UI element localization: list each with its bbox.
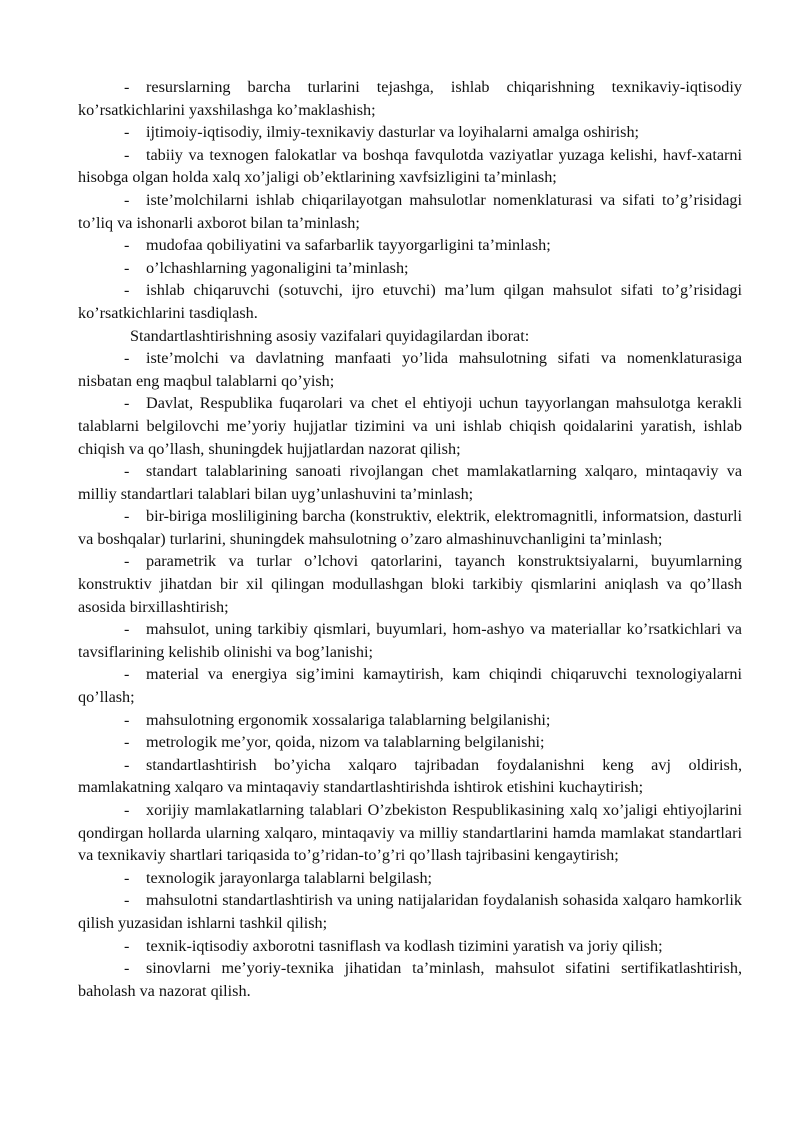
dash-bullet: - — [124, 78, 130, 96]
list-item-text: xorijiy mamlakatlarning talablari O’zbekiston Respublikasining xalq xo’jaligi ehtiyojlarini qondirgan hollarda ularning xalqaro, mintaqaviy va milliy standartlarini hamda mamlakat standartlari va texnikaviy shartlari tariqasida to’g’ridan-to’g’ri qo’llash tajribasini kengaytirish; — [78, 801, 742, 865]
list-item-text: ishlab chiqaruvchi (sotuvchi, ijro etuvchi) ma’lum qilgan mahsulot sifati to’g’risidagi ko’rsatkichlarini tasdiqlash. — [78, 281, 742, 322]
list-item — [78, 709, 742, 732]
dash-bullet: - — [124, 258, 130, 277]
dash-bullet: - — [124, 462, 130, 481]
list-item-text: mahsulot, uning tarkibiy qismlari, buyumlari, hom-ashyo va materiallar ko’rsatkichlari va tavsiflarining kelishib olinishi va bog’lanishi; — [78, 620, 742, 661]
dash-bullet: - — [124, 394, 130, 413]
list-item — [78, 234, 742, 257]
dash-bullet: - — [124, 665, 130, 684]
dash-bullet: - — [124, 733, 130, 752]
dash-bullet: - — [124, 801, 130, 819]
dash-bullet: - — [124, 190, 130, 209]
goals-list — [78, 76, 742, 325]
list-item — [78, 957, 742, 1002]
dash-bullet: - — [124, 868, 130, 887]
list-item — [78, 799, 742, 867]
dash-bullet: - — [124, 281, 130, 300]
list-item-text: standartlashtirish bo’yicha xalqaro tajribadan foydalanishni keng avj oldirish, mamlakatning xalqaro va mintaqaviy standartlashtirishda ishtirok etishini kuchaytirish; — [78, 755, 742, 797]
list-item-text: parametrik va turlar o’lchovi qatorlarini, tayanch konstruktsiyalarni, buyumlarning konstruktiv jihatdan bir xil qilingan modullashgan bloki tarkibiy qismlarini aniqlash va qo’llash asosida birxillashtirish; — [78, 552, 742, 616]
list-item — [78, 257, 742, 280]
list-item-text: bir-biriga mosliligining barcha (konstruktiv, elektrik, elektromagnitli, informatsion, dasturli va boshqalar) turlarini, shuningdek mahsulotning o’zaro almashinuvchanligini ta’minlash; — [78, 507, 742, 548]
dash-bullet: - — [124, 959, 130, 978]
list-item — [78, 76, 742, 121]
dash-bullet: - — [124, 123, 130, 142]
dash-bullet: - — [124, 507, 130, 526]
list-item-text: iste’molchi va davlatning manfaati yo’lida mahsulotning sifati va nomenklaturasiga nisbatan eng maqbul talablarni qo’yish; — [78, 349, 742, 390]
dash-bullet: - — [124, 145, 130, 164]
list-item-text: ijtimoiy-iqtisodiy, ilmiy-texnikaviy dasturlar va loyihalarni amalga oshirish; — [146, 123, 640, 142]
list-item-text: mudofaa qobiliyatini va safarbarlik tayyorgarligini ta’minlash; — [146, 236, 551, 255]
list-item-text: iste’molchilarni ishlab chiqarilayotgan mahsulotlar nomenklaturasi va sifati to’g’risidagi to’liq va ishonarli axborot bilan ta’minlash; — [78, 190, 742, 232]
dash-bullet: - — [124, 936, 130, 955]
document-page — [78, 76, 742, 1002]
list-item-text: o’lchashlarning yagonaligini ta’minlash; — [146, 258, 409, 277]
list-item-text: mahsulotning ergonomik xossalariga talablarning belgilanishi; — [146, 710, 551, 729]
list-item — [78, 505, 742, 550]
list-item — [78, 867, 742, 890]
list-item — [78, 889, 742, 934]
dash-bullet: - — [124, 755, 130, 774]
dash-bullet: - — [124, 236, 130, 255]
tasks-list — [78, 347, 742, 1002]
list-item — [78, 121, 742, 144]
list-item-text: tabiiy va texnogen falokatlar va boshqa favqulotda vaziyatlar yuzaga kelishi, havf-xatarni hisobga olgan holda xalq xo’jaligi ob’ektlarining xavfsizligini ta’minlash; — [78, 145, 742, 187]
list-item — [78, 279, 742, 324]
list-item — [78, 935, 742, 958]
list-item — [78, 754, 742, 799]
list-item — [78, 347, 742, 392]
list-item — [78, 731, 742, 754]
list-item-text: metrologik me’yor, qoida, nizom va talablarning belgilanishi; — [146, 733, 545, 752]
list-item — [78, 392, 742, 460]
list-item — [78, 460, 742, 505]
list-item-text: texnik-iqtisodiy axborotni tasniflash va kodlash tizimini yaratish va joriy qilish; — [146, 936, 663, 955]
list-item — [78, 618, 742, 663]
list-item-text: material va energiya sig’imini kamaytirish, kam chiqindi chiqaruvchi texnologiyalarni qo’llash; — [78, 665, 742, 707]
list-item-text: Davlat, Respublika fuqarolari va chet el ehtiyoji uchun tayyorlangan mahsulotga kerakli talablarni belgilovchi me’yoriy hujjatlar tizimini va uni ishlab chiqish qoidalarini yaratish, ishlab chiqish va qo’llash, shuningdek hujjatlardan nazorat qilish; — [78, 394, 742, 458]
dash-bullet: - — [124, 552, 130, 571]
list-item-text: resurslarning barcha turlarini tejashga, ishlab chiqarishning texnikaviy-iqtisodiy ko’rsatkichlarini yaxshilashga ko’maklashish; — [78, 78, 742, 119]
list-item-text: texnologik jarayonlarga talablarni belgilash; — [146, 868, 433, 887]
list-item-text: mahsulotni standartlashtirish va uning natijalaridan foydalanish sohasida xalqaro hamkorlik qilish yuzasidan ishlarni tashkil qilish; — [78, 891, 742, 932]
dash-bullet: - — [124, 349, 130, 368]
list-item-text: standart talablarining sanoati rivojlangan chet mamlakatlarning xalqaro, mintaqaviy va milliy standartlari talablari bilan uyg’unlashuvini ta’minlash; — [78, 462, 742, 503]
list-item — [78, 663, 742, 708]
dash-bullet: - — [124, 620, 130, 639]
list-item — [78, 144, 742, 189]
tasks-intro: Standartlashtirishning asosiy vazifalari quyidagilardan iborat: — [130, 326, 530, 345]
list-item-text: sinovlarni me’yoriy-texnika jihatidan ta’minlash, mahsulot sifatini sertifikatlashtirish, baholash va nazorat qilish. — [78, 959, 742, 1000]
dash-bullet: - — [124, 891, 130, 910]
list-item — [78, 550, 742, 618]
list-item — [78, 189, 742, 234]
dash-bullet: - — [124, 710, 130, 729]
